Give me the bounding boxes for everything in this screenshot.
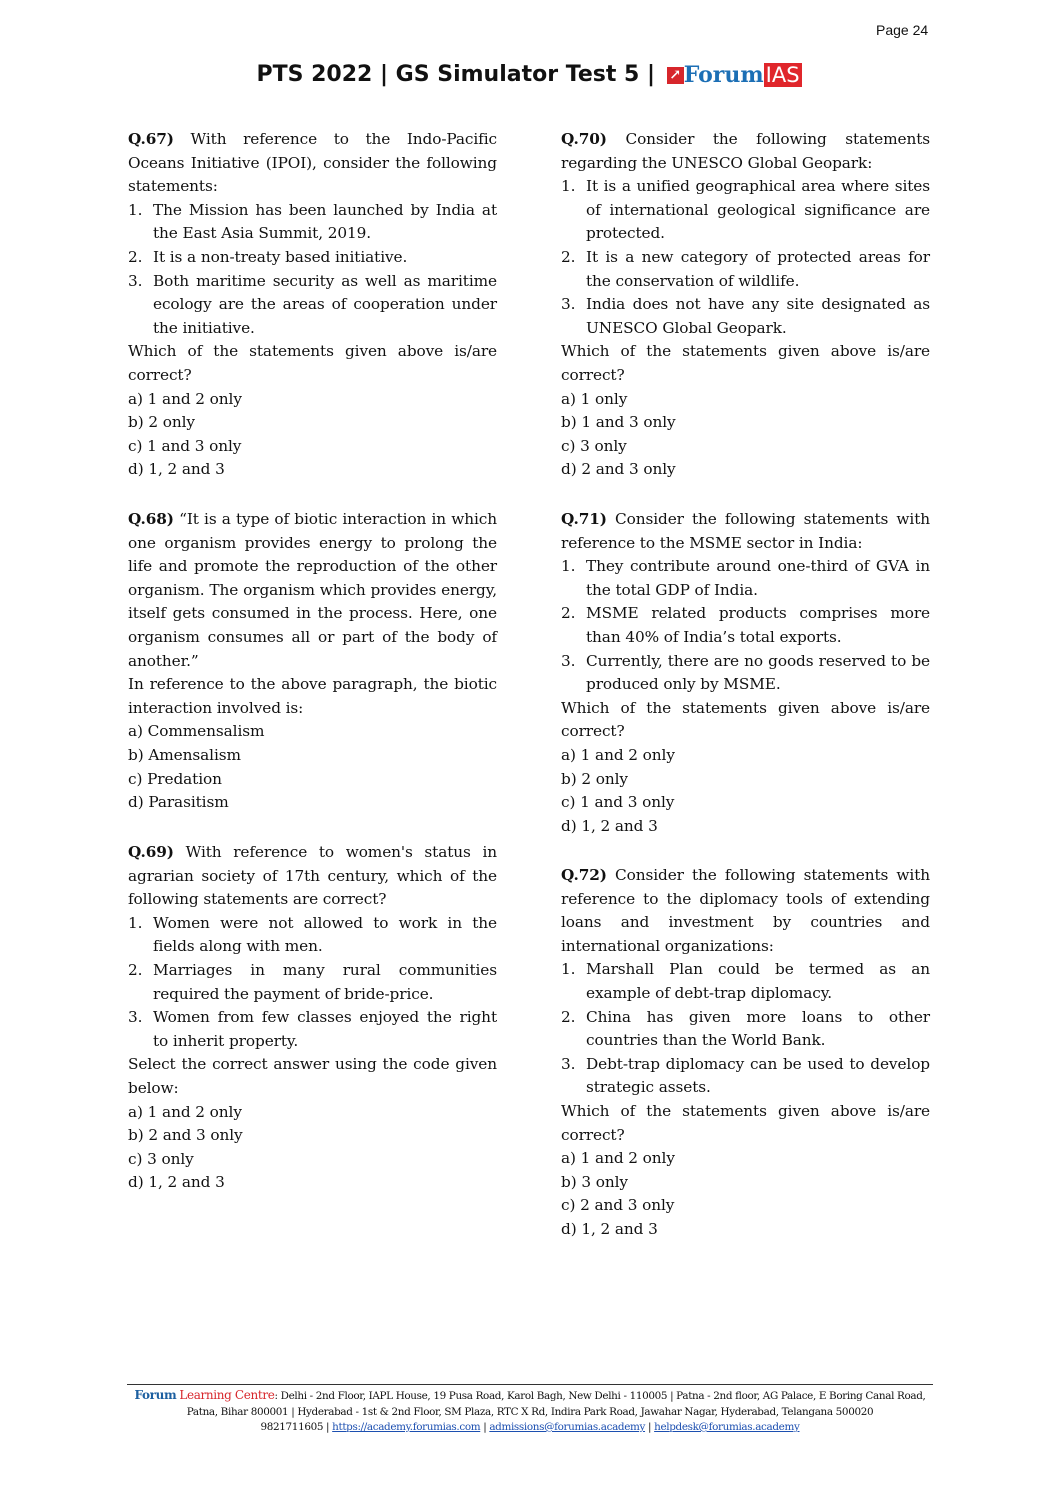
- statement-number: 3.: [561, 651, 576, 670]
- statement: [561, 246, 930, 293]
- statement-number: 3.: [561, 1054, 576, 1073]
- statement: [561, 1053, 930, 1100]
- statement-text: Women were not allowed to work in the fields along with men.: [153, 913, 497, 956]
- logo-forum: Forum: [683, 62, 764, 88]
- question-text: With reference to the Indo-Pacific Oceans Initiative (IPOI), consider the following statements:: [128, 130, 497, 196]
- arrow-icon: ↗: [667, 67, 684, 84]
- page-number: Page 24: [876, 22, 929, 38]
- statement-text: Currently, there are no goods reserved to be produced only by MSME.: [586, 651, 930, 694]
- statement-text: It is a new category of protected areas for the conservation of wildlife.: [586, 247, 930, 290]
- question-stem: [561, 128, 930, 175]
- helpdesk-email-link[interactable]: helpdesk@forumias.academy: [654, 1421, 800, 1433]
- statement-text: The Mission has been launched by India at the East Asia Summit, 2019.: [153, 200, 497, 243]
- statement-number: 1.: [561, 177, 576, 196]
- question-stem: [128, 128, 497, 199]
- question-block: [128, 841, 497, 1195]
- question-prompt: Which of the statements given above is/are correct?: [561, 698, 930, 741]
- answer-option: d) 1, 2 and 3: [128, 460, 225, 479]
- statement-number: 1.: [128, 913, 143, 932]
- admissions-email-link[interactable]: admissions@forumias.academy: [489, 1421, 646, 1433]
- logo-ias: IAS: [765, 63, 800, 87]
- answer-option: b) 2 and 3 only: [128, 1126, 243, 1145]
- statement-text: Debt-trap diplomacy can be used to develop strategic assets.: [586, 1054, 930, 1097]
- statement-number: 2.: [561, 604, 576, 623]
- answer-option: c) Predation: [128, 769, 222, 788]
- statement: [128, 270, 497, 341]
- statement: [128, 199, 497, 246]
- answer-option: c) 1 and 3 only: [561, 793, 675, 812]
- question-prompt: Which of the statements given above is/are correct?: [561, 1101, 930, 1144]
- question-stem: [561, 508, 930, 555]
- question-block: [561, 128, 930, 482]
- statement-text: Women from few classes enjoyed the right to inherit property.: [153, 1008, 497, 1050]
- answer-option: d) 1, 2 and 3: [561, 1219, 658, 1238]
- question-prompt: Which of the statements given above is/are correct?: [128, 342, 497, 384]
- answer-option: d) 2 and 3 only: [561, 460, 676, 479]
- question-text: Consider the following statements regarding the UNESCO Global Geopark:: [561, 130, 931, 172]
- statement-text: MSME related products comprises more than 40% of India’s total exports.: [586, 604, 930, 646]
- answer-option: b) 2 only: [561, 769, 628, 788]
- answer-option: a) Commensalism: [128, 722, 265, 741]
- statement-text: India does not have any site designated as UNESCO Global Geopark.: [586, 295, 930, 337]
- statement-number: 1.: [561, 557, 576, 576]
- statement-text: China has given more loans to other countries than the World Bank.: [586, 1007, 930, 1050]
- statement: [561, 175, 930, 246]
- question-number: Q.67): [128, 130, 174, 148]
- answer-option: d) Parasitism: [128, 793, 229, 812]
- question-text: Consider the following statements with reference to the diplomacy tools of extending loans and investment by countries and international organizations:: [561, 866, 930, 955]
- statement-number: 2.: [561, 1007, 576, 1026]
- answer-option: b) 1 and 3 only: [561, 413, 676, 432]
- statement-text: They contribute around one-third of GVA in the total GDP of India.: [586, 557, 930, 599]
- question-prompt: In reference to the above paragraph, the biotic interaction involved is:: [128, 675, 497, 717]
- statement-number: 3.: [561, 295, 576, 314]
- statement: [128, 912, 497, 959]
- statement: [561, 293, 930, 340]
- footer-brand: Forum: [134, 1388, 177, 1402]
- question-stem: [128, 508, 497, 673]
- footer-centre: Learning Centre: [179, 1388, 275, 1402]
- statement-text: Both maritime security as well as maritime ecology are the areas of cooperation under the initiative.: [153, 271, 497, 337]
- answer-option: c) 3 only: [561, 436, 627, 455]
- statement-text: It is a unified geographical area where sites of international geological significance are protected.: [586, 177, 930, 243]
- statement: [561, 650, 930, 697]
- answer-option: a) 1 only: [561, 389, 628, 408]
- footer-phone: 9821711605: [260, 1421, 324, 1433]
- answer-option: c) 2 and 3 only: [561, 1196, 675, 1215]
- statement-number: 2.: [128, 247, 143, 266]
- question-number: Q.70): [561, 130, 607, 148]
- answer-option: d) 1, 2 and 3: [128, 1173, 225, 1192]
- statement-number: 1.: [128, 200, 143, 219]
- question-number: Q.68): [128, 510, 174, 528]
- statement-number: 2.: [128, 960, 143, 979]
- answer-option: d) 1, 2 and 3: [561, 816, 658, 835]
- answer-option: b) 3 only: [561, 1172, 628, 1191]
- statement-number: 3.: [128, 271, 143, 290]
- statement: [561, 1006, 930, 1053]
- statement-number: 3.: [128, 1008, 143, 1027]
- question-prompt: Select the correct answer using the code given below:: [128, 1055, 497, 1097]
- answer-option: b) Amensalism: [128, 745, 241, 764]
- page-header: [0, 62, 1058, 88]
- statement: [561, 958, 930, 1005]
- answer-option: a) 1 and 2 only: [561, 745, 675, 764]
- question-block: [128, 508, 497, 815]
- question-text: Consider the following statements with reference to the MSME sector in India:: [561, 510, 930, 552]
- statement: [561, 555, 930, 602]
- question-block: [561, 508, 930, 838]
- statement: [128, 246, 497, 270]
- statement-text: Marshall Plan could be termed as an example of debt-trap diplomacy.: [586, 960, 930, 1002]
- question-number: Q.69): [128, 843, 174, 861]
- answer-option: a) 1 and 2 only: [128, 389, 242, 408]
- question-block: [128, 128, 497, 482]
- statement: [128, 959, 497, 1006]
- statement-number: 1.: [561, 960, 576, 979]
- question-prompt: Which of the statements given above is/are correct?: [561, 342, 930, 384]
- answer-option: b) 2 only: [128, 413, 195, 432]
- website-link[interactable]: https://academy.forumias.com: [332, 1421, 481, 1433]
- question-number: Q.71): [561, 510, 607, 528]
- statement-text: Marriages in many rural communities required the payment of bride-price.: [153, 960, 497, 1003]
- question-text: With reference to women's status in agrarian society of 17th century, which of the following statements are correct?: [128, 843, 497, 909]
- statement-text: It is a non-treaty based initiative.: [153, 247, 408, 266]
- question-block: [561, 864, 930, 1242]
- question-stem: [561, 864, 930, 958]
- statement-number: 2.: [561, 247, 576, 266]
- footer-addresses: : Delhi - 2nd Floor, IAPL House, 19 Pusa Road, Karol Bagh, New Delhi - 110005 | Patna - 2nd floor, AG Palace, E Boring Canal Road, Patna, Bihar 800001 | Hyderabad - 1st & 2nd Floor, SM Plaza, RTC X Rd, Indira Park Road, Jawahar Nagar, Hyderabad, Telangana 500020: [186, 1390, 926, 1418]
- statement: [128, 1006, 497, 1053]
- question-stem: [128, 841, 497, 912]
- answer-option: c) 3 only: [128, 1149, 194, 1168]
- forumias-logo: [667, 62, 802, 88]
- statement: [561, 602, 930, 649]
- question-text: “It is a type of biotic interaction in which one organism provides energy to prolong the life and promote the reproduction of the other organism. The organism which provides energy, itself gets consumed in the process. Here, one organism consumes all or part of the body of another.”: [128, 510, 497, 670]
- test-title: PTS 2022 | GS Simulator Test 5 |: [256, 62, 656, 87]
- footer: Forum Learning Centre: Delhi - 2nd Floor, IAPL House, 19 Pusa Road, Karol Bagh, New Delhi - 110005 | Patna - 2nd floor, AG Palace, E Boring Canal Road, Patna, Bihar 800001 | Hyderabad - 1st & 2nd Floor, SM Plaza, RTC X Rd, Indira Park Road, Jawahar Nagar, Hyderabad, Telangana 500020 9821711605 | https://academy.forumias.com | admissions@forumias.academy | helpdesk@forumias.academy: [127, 1384, 933, 1436]
- answer-option: a) 1 and 2 only: [128, 1102, 242, 1121]
- answer-option: c) 1 and 3 only: [128, 436, 242, 455]
- question-number: Q.72): [561, 866, 607, 884]
- answer-option: a) 1 and 2 only: [561, 1149, 675, 1168]
